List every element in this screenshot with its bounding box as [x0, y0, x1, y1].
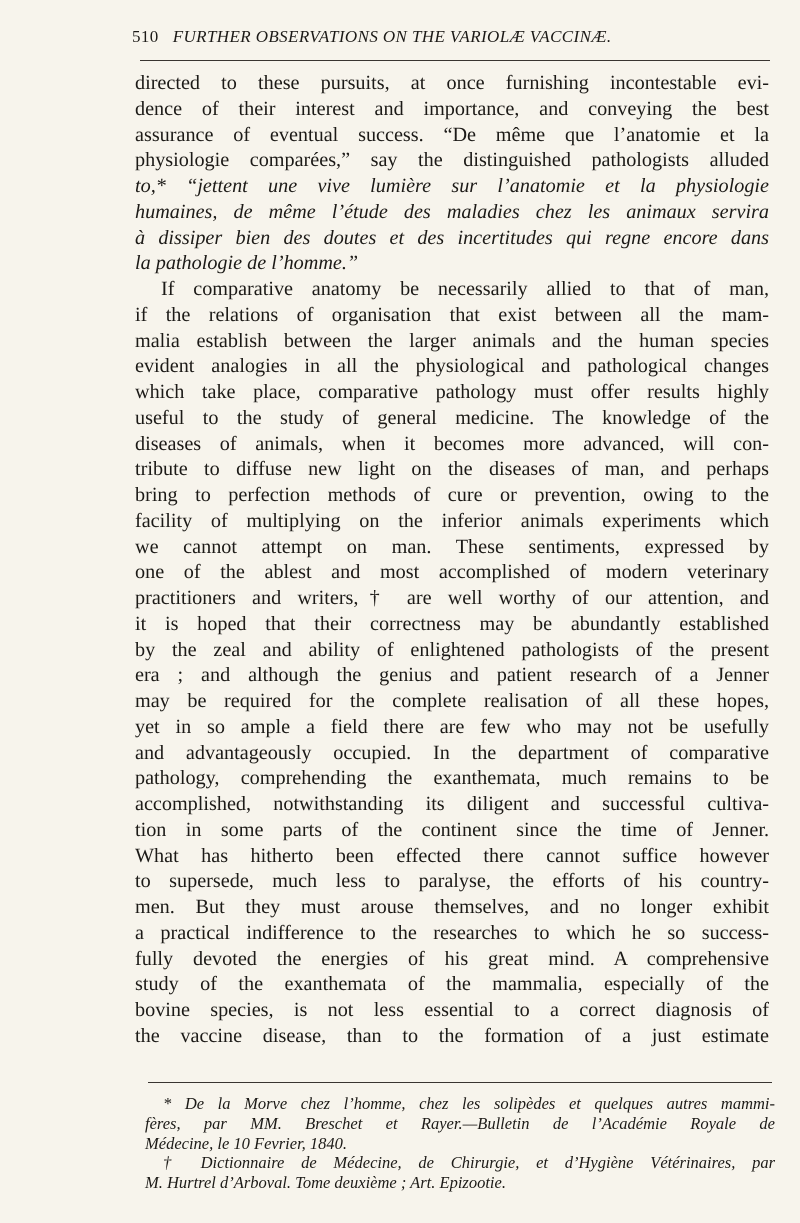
text-line: it is hoped that their correctness may be abundantly established	[135, 612, 769, 635]
running-title: FURTHER OBSERVATIONS ON THE VARIOLÆ VACCINÆ.	[172, 27, 612, 46]
text-line: yet in so ample a field there are few who may not be usefully	[135, 715, 769, 738]
text-line: by the zeal and ability of enlightened pathologists of the present	[135, 638, 769, 661]
text-line: directed to these pursuits, at once furnishing incontestable evi-	[135, 72, 769, 94]
text-line: If comparative anatomy be necessarily allied to that of man,	[161, 278, 769, 300]
footnotes	[145, 1094, 775, 1193]
text-line: What has hitherto been effected there cannot suffice however	[135, 844, 769, 867]
footnote-line: * De la Morve chez l’homme, chez les solipèdes et quelques autres mammi-	[163, 1094, 775, 1113]
footnote-rule	[148, 1082, 772, 1083]
footnote-2	[145, 1153, 775, 1193]
header-rule	[140, 60, 770, 61]
text-line: and advantageously occupied. In the department of comparative	[135, 741, 769, 764]
text-line: tion in some parts of the continent since the time of Jenner.	[135, 818, 769, 841]
text-line: era ; and although the genius and patient research of a Jenner	[135, 664, 769, 687]
text-line: humaines, de même l’étude des maladies chez les animaux servira	[135, 200, 769, 223]
text-line: if the relations of organisation that exist between all the mam-	[135, 303, 769, 326]
footnote-1	[145, 1094, 775, 1153]
text-line: accomplished, notwithstanding its diligent and successful cultiva-	[135, 793, 769, 815]
text-line: practitioners and writers,† are well worthy of our attention, and	[135, 587, 769, 609]
text-line: may be required for the complete realisation of all these hopes,	[135, 690, 769, 712]
text-line: the vaccine disease, than to the formation of a just estimate	[135, 1024, 769, 1047]
text-line: malia establish between the larger animals and the human species	[135, 329, 769, 352]
text-line: men. But they must arouse themselves, and no longer exhibit	[135, 896, 769, 918]
text-line: assurance of eventual success. “De même que l’anatomie et la	[135, 123, 769, 146]
text-line: a practical indifference to the researches to which he so success-	[135, 921, 769, 944]
text-line: la pathologie de l’homme.”	[135, 252, 359, 275]
text-line: bring to perfection methods of cure or prevention, owing to the	[135, 484, 769, 506]
paragraph-1	[135, 71, 769, 277]
text-line: fully devoted the energies of his great mind. A comprehensive	[135, 947, 769, 970]
text-line: diseases of animals, when it becomes more advanced, will con-	[135, 432, 769, 455]
text-line: useful to the study of general medicine. The knowledge of the	[135, 406, 769, 429]
text-line: to supersede, much less to paralyse, the efforts of his country-	[135, 870, 769, 893]
page-number: 510	[132, 27, 159, 46]
text-line: dence of their interest and importance, and conveying the best	[135, 97, 769, 120]
text-line: which take place, comparative pathology must offer results highly	[135, 381, 769, 403]
text-line: we cannot attempt on man. These sentiments, expressed by	[135, 535, 769, 558]
text-line: evident analogies in all the physiological and pathological changes	[135, 355, 769, 378]
main-text	[135, 71, 769, 1050]
text-line: one of the ablest and most accomplished of modern veterinary	[135, 561, 769, 584]
text-line: study of the exanthemata of the mammalia, especially of the	[135, 973, 769, 996]
footnote-line: M. Hurtrel d’Arboval. Tome deuxième ; Art. Epizootie.	[145, 1173, 506, 1193]
text-line: tribute to diffuse new light on the diseases of man, and perhaps	[135, 458, 769, 481]
running-header	[132, 27, 772, 47]
text-line: physiologie comparées,” say the distinguished pathologists alluded	[135, 149, 769, 172]
text-line: to,* “jettent une vive lumière sur l’anatomie et la physiologie	[135, 175, 769, 197]
footnote-line: † Dictionnaire de Médecine, de Chirurgie, et d’Hygiène Vétérinaires, par	[163, 1153, 775, 1173]
footnote-line: Médecine, le 10 Fevrier, 1840.	[145, 1133, 348, 1153]
text-line: bovine species, is not less essential to a correct diagnosis of	[135, 999, 769, 1021]
footnote-line: fères, par MM. Breschet et Rayer.—Bulletin de l’Académie Royale de	[145, 1113, 775, 1133]
text-line: facility of multiplying on the inferior animals experiments which	[135, 509, 769, 532]
text-line: pathology, comprehending the exanthemata, much remains to be	[135, 767, 769, 790]
text-line: à dissiper bien des doutes et des incertitudes qui regne encore dans	[135, 226, 769, 249]
paragraph-2	[135, 277, 769, 1050]
